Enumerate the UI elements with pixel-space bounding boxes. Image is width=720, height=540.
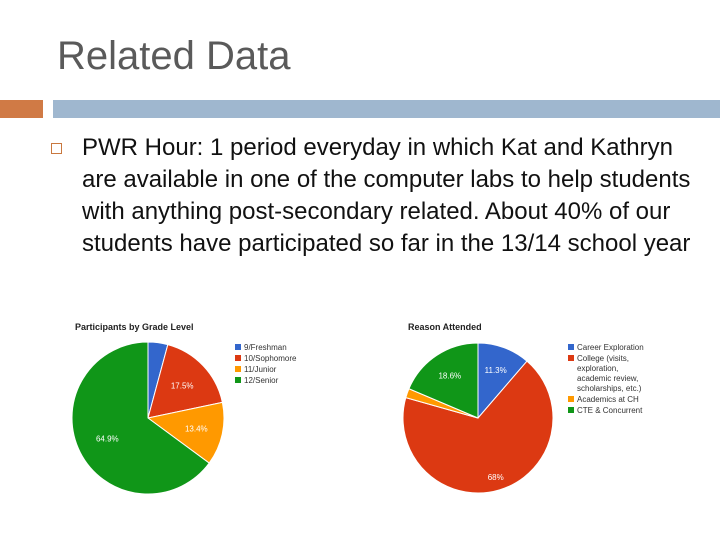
legend-label-academics-at-ch: Academics at CH [577, 395, 639, 404]
legend-swatch-academics-at-ch [568, 396, 574, 402]
chart-title: Reason Attended [408, 322, 482, 332]
slide-title: Related Data [57, 34, 291, 78]
legend-label-9-freshman: 9/Freshman [244, 343, 287, 352]
legend-swatch-10-sophomore [235, 355, 241, 361]
bullet-square-icon [51, 143, 62, 154]
legend-label-college-visits-exploration-academic-review-scholarships-etc: College (visits, [577, 354, 630, 363]
chart-title: Participants by Grade Level [75, 322, 194, 332]
legend-swatch-12-senior [235, 377, 241, 383]
legend-label-10-sophomore: 10/Sophomore [244, 354, 297, 363]
legend-label-12-senior: 12/Senior [244, 376, 279, 385]
legend-label-college-visits-exploration-academic-review-scholarships-etc: academic review, [577, 374, 639, 383]
legend-label-college-visits-exploration-academic-review-scholarships-etc: exploration, [577, 364, 619, 373]
legend-label-cte-concurrent: CTE & Concurrent [577, 406, 643, 415]
bullet-text: PWR Hour: 1 period everyday in which Kat and Kathryn are available in one of the computer labs to help students with anything post-secondary related. About 40% of our students have participated so far in the 13/14 school year [82, 134, 691, 257]
legend-label-11-junior: 11/Junior [244, 365, 277, 374]
slice-label-11-junior: 13.4% [184, 424, 208, 434]
title-accent-bar [0, 100, 43, 118]
legend-swatch-cte-concurrent [568, 407, 574, 413]
slice-label-college-visits-exploration-academic-review-scholarships-etc: 68% [487, 472, 504, 482]
legend-swatch-college-visits-exploration-academic-review-scholarships-etc [568, 355, 574, 361]
legend-label-college-visits-exploration-academic-review-scholarships-etc: scholarships, etc.) [577, 384, 642, 393]
legend-swatch-11-junior [235, 366, 241, 372]
slice-label-10-sophomore: 17.5% [170, 381, 194, 391]
slice-label-cte-concurrent: 18.6% [438, 371, 462, 381]
legend-swatch-career-exploration [568, 344, 574, 350]
grade-level-pie-svg [70, 318, 340, 508]
title-divider-bar [53, 100, 720, 118]
slice-label-career-exploration: 11.3% [484, 366, 507, 376]
grade-level-chart [70, 318, 340, 508]
legend-label-career-exploration: Career Exploration [577, 343, 644, 352]
legend-swatch-9-freshman [235, 344, 241, 350]
reason-attended-chart [400, 318, 700, 508]
reason-attended-pie-svg [400, 318, 700, 508]
slice-label-12-senior: 64.9% [95, 434, 119, 444]
